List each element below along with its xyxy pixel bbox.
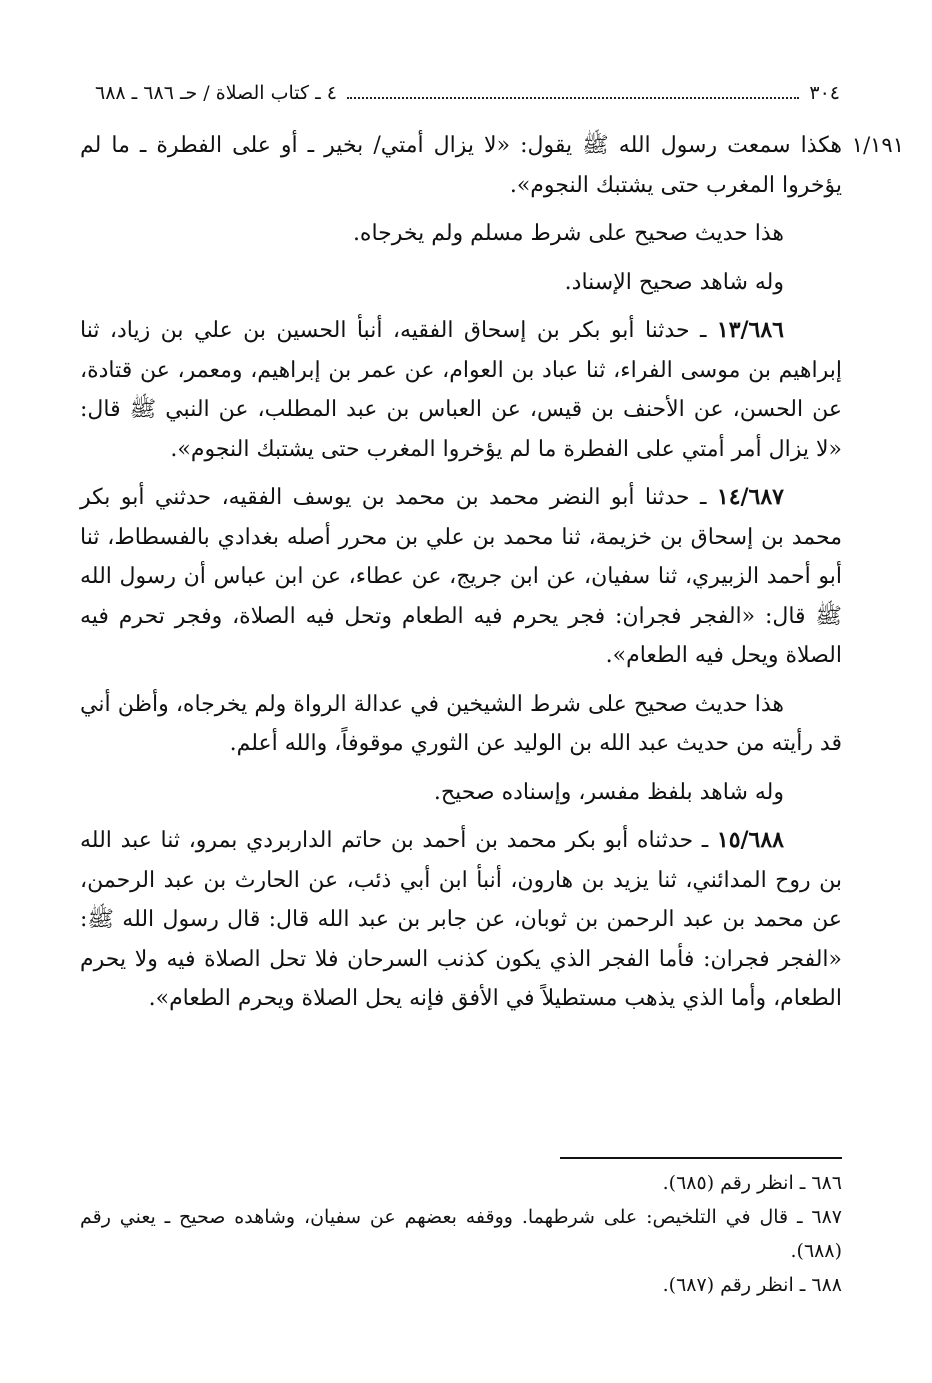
hadith-number: ١٥/٦٨٨ — [716, 827, 784, 853]
hadith-text: ـ حدثنا أبو بكر بن إسحاق الفقيه، أنبأ الحسين بن علي بن زياد، ثنا إبراهيم بن موسى الفراء، ثنا عباد بن العوام، عن عمر بن إبراهيم، ومعمر، عن قتادة، عن الحسن، عن الأحنف بن قيس، عن العباس بن عبد المطلب، عن النبي ﷺ قال: «لا يزال أمر أمتي على الفطرة ما لم يؤخروا المغرب حتى يشتبك النجوم». — [80, 318, 843, 462]
paragraph-191 — [80, 126, 904, 205]
footnotes — [80, 1166, 842, 1302]
paragraph-grading-687 — [80, 685, 842, 764]
hadith-number: ١٣/٦٨٦ — [716, 317, 784, 343]
footnote-separator — [560, 1157, 842, 1159]
running-header — [95, 78, 840, 108]
paragraph-text: وله شاهد صحيح الإسناد. — [564, 269, 784, 295]
hadith-687 — [80, 478, 842, 676]
footnote-686: ٦٨٦ ـ انظر رقم (٦٨٥). — [662, 1172, 842, 1194]
header-dotted-leader — [347, 87, 799, 99]
footnote-688: ٦٨٨ ـ انظر رقم (٦٨٧). — [662, 1274, 842, 1296]
hadith-text: ـ حدثنا أبو النضر محمد بن محمد بن يوسف الفقيه، حدثني أبو بكر محمد بن إسحاق بن خزيمة، ثنا محمد بن علي بن محرر أصله بغدادي بالفسطاط، ثنا أبو أحمد الزبيري، ثنا سفيان، عن ابن جريج، عن عطاء، عن ابن عباس أن رسول الله ﷺ قال: «الفجر فجران: فجر يحرم فيه الطعام وتحل فيه الصلاة، وفجر تحرم فيه الصلاة ويحل فيه الطعام». — [80, 485, 842, 668]
paragraph-text: وله شاهد بلفظ مفسر، وإسناده صحيح. — [433, 779, 784, 805]
paragraph-text: هذا حديث صحيح على شرط الشيخين في عدالة الرواة ولم يخرجاه، وأظن أني قد رأيته من حديث عبد الله بن الوليد عن الثوري موقوفاً، والله أعلم. — [80, 691, 842, 756]
margin-reference: ١/١٩١ — [851, 133, 904, 157]
main-text — [80, 126, 904, 1028]
footnote-687: ٦٨٧ ـ قال في التلخيص: على شرطهما. ووقفه بعضهم عن سفيان، وشاهده صحيح ـ يعني رقم (٦٨٨). — [80, 1206, 842, 1262]
paragraph-text: هذا حديث صحيح على شرط مسلم ولم يخرجاه. — [352, 221, 784, 246]
hadith-686 — [80, 311, 842, 469]
paragraph-witness — [80, 263, 842, 303]
header-title: ٤ ـ كتاب الصلاة / حـ ٦٨٦ ـ ٦٨٨ — [95, 82, 337, 104]
page-number: ٣٠٤ — [809, 82, 840, 104]
paragraph-grading — [80, 214, 842, 254]
paragraph-witness-687 — [80, 773, 842, 813]
hadith-688 — [80, 821, 842, 1019]
paragraph-text: هكذا سمعت رسول الله ﷺ يقول: «لا يزال أمتي/ بخير ـ أو على الفطرة ـ ما لم يؤخروا المغرب حتى يشتبك النجوم». — [80, 133, 842, 198]
hadith-text: ـ حدثناه أبو بكر محمد بن أحمد بن حاتم الداربردي بمرو، ثنا عبد الله بن روح المدائني، ثنا يزيد بن هارون، أنبأ ابن أبي ذئب، عن الحارث بن عبد الرحمن، عن محمد بن عبد الرحمن بن ثوبان، عن جابر بن عبد الله قال: قال رسول الله ﷺ: «الفجر فجران: فأما الفجر الذي يكون كذنب السرحان فلا تحل الصلاة فيه ولا يحرم الطعام، وأما الذي يذهب مستطيلاً في الأفق فإنه يحل الصلاة ويحرم الطعام». — [80, 828, 842, 1011]
hadith-number: ١٤/٦٨٧ — [716, 484, 784, 510]
